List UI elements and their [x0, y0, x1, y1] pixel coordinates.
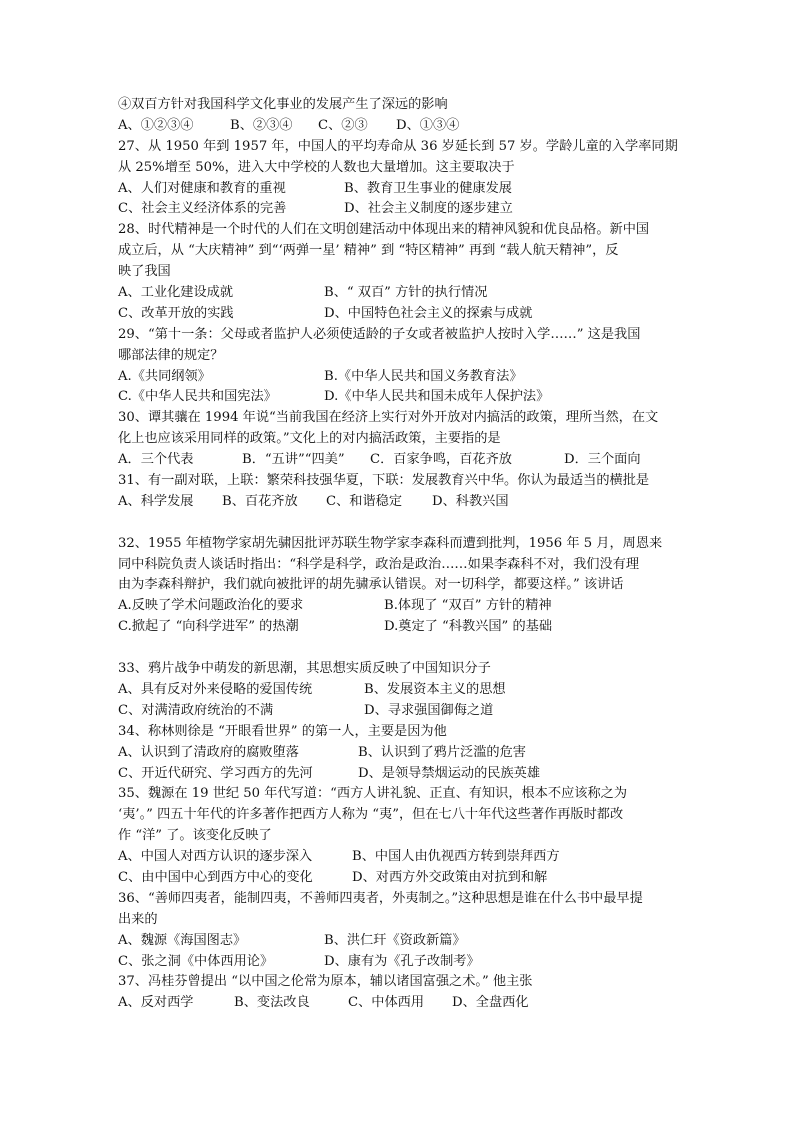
- q26-option-d: D、①③④: [396, 117, 460, 133]
- q28-stem-2: 成立后，从 “大庆精神” 到“‘两弹一星’ 精神” 到 “特区精神” 再到 “载人航天精神”，反: [118, 243, 619, 259]
- q31-option-a: A、科学发展: [118, 493, 194, 509]
- q37-option-d: D、全盘西化: [452, 995, 529, 1011]
- q35-option-c: C、由中国中心到西方中心的变化: [118, 869, 313, 885]
- q34-options-row-1: [118, 743, 683, 764]
- q33-options-row-1: [118, 680, 683, 701]
- q26-option-a: A、①②③④: [118, 117, 194, 133]
- q32-options-row-2: [118, 617, 683, 638]
- q27-option-b: B、教育卫生事业的健康发展: [344, 180, 512, 196]
- q28-option-a: A、工业化建设成就: [118, 285, 234, 301]
- q37-option-a: A、反对西学: [118, 995, 194, 1011]
- q37-options: [118, 993, 683, 1014]
- q29-options-row-1: [118, 367, 683, 388]
- q27-option-d: D、社会主义制度的逐步建立: [344, 201, 513, 217]
- blank-line: [118, 513, 683, 534]
- q36-stem-1: 36、“善师四夷者，能制四夷，不善师四夷者，外夷制之。”这种思想是谁在什么书中最早提: [118, 890, 643, 906]
- q33-option-c: C、对满清政府统治的不满: [118, 702, 274, 718]
- q28-stem-1: 28、时代精神是一个时代的人们在文明创建活动中体现出来的精神风貌和优良品格。新中国: [118, 222, 650, 238]
- q32-options-row-1: [118, 596, 683, 617]
- q36-options-row-2: [118, 952, 683, 973]
- q33-stem-1: 33、鸦片战争中萌发的新思潮，其思想实质反映了中国知识分子: [118, 661, 491, 677]
- q31-option-b: B、百花齐放: [222, 493, 298, 509]
- q29-options-row-2: [118, 387, 683, 408]
- q33-option-d: D、寻求强国御侮之道: [364, 702, 494, 718]
- q29-stem-1: 29、“第十一条：父母或者监护人必须使适龄的子女或者被监护人按时入学……” 这是我国: [118, 326, 641, 342]
- q35-option-b: B、中国人由仇视西方转到崇拜西方: [352, 849, 560, 865]
- q27-options-row-1: [118, 179, 683, 200]
- q32-option-b: B.体现了 “双百” 方针的精神: [384, 598, 552, 614]
- q36-option-d: D、康有为《孔子改制考》: [324, 953, 480, 969]
- q36-option-a: A、魏源《海国图志》: [118, 932, 247, 948]
- q28-stem-3: 映了我国: [118, 264, 171, 280]
- q34-option-a: A、认识到了清政府的腐败堕落: [118, 744, 299, 760]
- q36-stem-2: 出来的: [118, 911, 158, 927]
- q27-stem-2: 从 25%增至 50%，进入大中学校的人数也大量增加。这主要取决于: [118, 159, 515, 175]
- q27-option-a: A、人们对健康和教育的重视: [118, 180, 286, 196]
- q30-stem-1: 30、谭其骧在 1994 年说“当前我国在经济上实行对外开放对内搞活的政策，理所当然，在文: [118, 410, 659, 426]
- q30-stem-2: 化上也应该采用同样的政策。”文化上的对内搞活政策，主要指的是: [118, 431, 501, 447]
- q34-option-d: D、是领导禁烟运动的民族英雄: [358, 765, 541, 781]
- q32-option-d: D.奠定了 “科教兴国” 的基础: [384, 619, 553, 635]
- q33-option-b: B、发展资本主义的思想: [364, 681, 506, 697]
- exam-page: [118, 95, 683, 1014]
- q29-option-b: B.《中华人民共和国义务教育法》: [324, 368, 523, 384]
- q27-stem-1: 27、从 1950 年到 1957 年，中国人的平均寿命从 36 岁延长到 57 岁。学龄儿童的入学率同期: [118, 138, 678, 154]
- q35-stem-3: 作 “洋” 了。该变化反映了: [118, 828, 272, 844]
- q26-options: [118, 116, 683, 137]
- q36-options-row-1: [118, 931, 683, 952]
- q35-options-row-1: [118, 847, 683, 868]
- q32-option-a: A.反映了学术问题政治化的要求: [118, 598, 304, 614]
- q34-option-c: C、开近代研究、学习西方的先河: [118, 765, 313, 781]
- q27-options-row-2: [118, 199, 683, 220]
- q32-stem-1: 32、1955 年植物学家胡先骕因批评苏联生物学家李森科而遭到批判，1956 年 5 月，周恩来: [118, 535, 663, 551]
- q26-item4: ④双百方针对我国科学文化事业的发展产生了深远的影响: [118, 97, 448, 112]
- q35-options-row-2: [118, 868, 683, 889]
- q28-options-row-2: [118, 304, 683, 325]
- q29-option-d: D.《中华人民共和国未成年人保护法》: [324, 389, 550, 405]
- q34-options-row-2: [118, 764, 683, 785]
- q34-stem-1: 34、称林则徐是 “开眼看世界” 的第一人，主要是因为他: [118, 723, 447, 739]
- q37-option-b: B、变法改良: [234, 995, 310, 1011]
- q31-stem-1: 31、有一副对联，上联：繁荣科技强华夏，下联：发展教育兴中华。你认为最适当的横批是: [118, 473, 650, 489]
- q27-option-c: C、社会主义经济体系的完善: [118, 201, 287, 217]
- q30-options: [118, 450, 683, 471]
- q26-option-b: B、②③④: [230, 117, 293, 133]
- q36-option-c: C、张之洞《中体西用论》: [118, 953, 274, 969]
- q35-option-d: D、对西方外交政策由对抗到和解: [352, 869, 548, 885]
- q32-stem-3: 由为李森科辩护，我们就向被批评的胡先骕承认错误。对一切科学，都要这样。” 该讲话: [118, 577, 624, 593]
- q28-option-c: C、改革开放的实践: [118, 305, 234, 321]
- q29-option-a: A.《共同纲领》: [118, 368, 211, 384]
- q30-option-a: A．三个代表: [118, 452, 194, 468]
- q31-options: [118, 492, 683, 513]
- q28-option-d: D、中国特色社会主义的探索与成就: [324, 305, 533, 321]
- q32-stem-2: 同中科院负责人谈话时指出：“科学是科学，政治是政治……如果李森科不对，我们没有理: [118, 556, 640, 572]
- q35-stem-2: ‘夷’。” 四五十年代的许多著作把西方人称为 “夷”，但在七八十年代这些著作再版时都改: [118, 807, 624, 823]
- q35-stem-1: 35、魏源在 19 世纪 50 年代写道：“西方人讲礼貌、正直、有知识，根本不应该称之为: [118, 786, 628, 802]
- blank-line: [118, 638, 683, 659]
- q33-option-a: A、具有反对外来侵略的爱国传统: [118, 681, 313, 697]
- q29-option-c: C.《中华人民共和国宪法》: [118, 389, 277, 405]
- q31-option-d: D、科教兴国: [432, 493, 509, 509]
- q37-stem-1: 37、冯桂芬曾提出 “以中国之伦常为原本，辅以诸国富强之术。” 他主张: [118, 974, 533, 990]
- q31-option-c: C、和谐稳定: [326, 493, 403, 509]
- q37-option-c: C、中体西用: [348, 995, 425, 1011]
- q30-option-c: C．百家争鸣，百花齐放: [370, 452, 512, 468]
- q35-option-a: A、中国人对西方认识的逐步深入: [118, 849, 313, 865]
- q29-stem-2: 哪部法律的规定？: [118, 347, 224, 363]
- q30-option-b: B．“五讲”“四美”: [242, 452, 345, 468]
- q26-option-c: C、②③: [318, 117, 368, 133]
- q30-option-d: D．三个面向: [564, 452, 641, 468]
- q36-option-b: B、洪仁玕《资政新篇》: [324, 932, 466, 948]
- q28-option-b: B、“ 双百” 方针的执行情况: [324, 285, 488, 301]
- q28-options-row-1: [118, 283, 683, 304]
- q32-option-c: C.掀起了 “向科学进军” 的热潮: [118, 619, 299, 635]
- q34-option-b: B、认识到了鸦片泛滥的危害: [358, 744, 526, 760]
- q33-options-row-2: [118, 701, 683, 722]
